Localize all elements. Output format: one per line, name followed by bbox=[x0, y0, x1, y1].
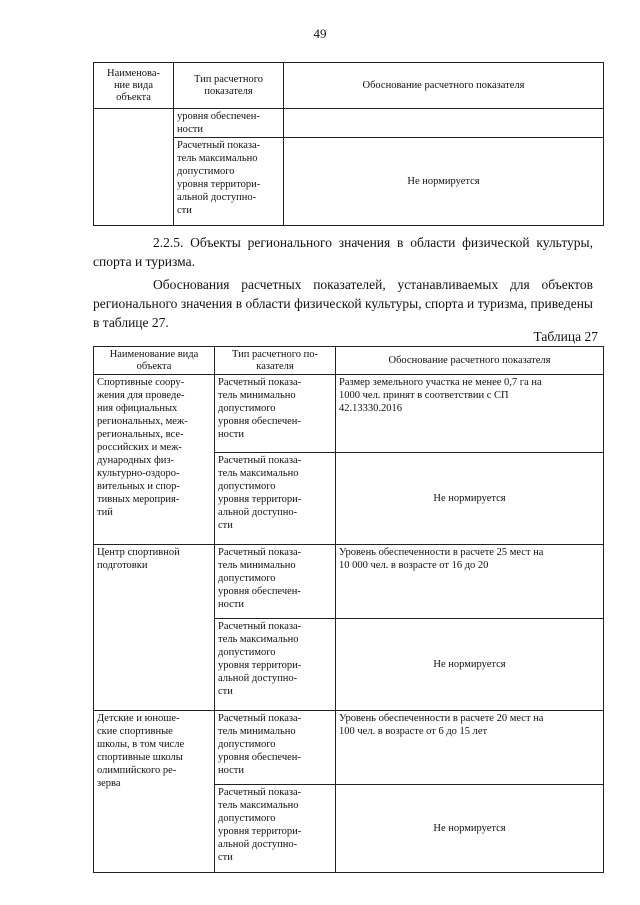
indicator-basis-cell: Не нормируется bbox=[336, 785, 604, 873]
header-indicator-type: Тип расчетного показателя bbox=[174, 63, 284, 109]
page-number: 49 bbox=[313, 26, 327, 41]
indicator-type-cell: уровня обеспечен- ности bbox=[174, 109, 284, 138]
indicator-type-cell: Расчетный показа- тель максимально допустимого уровня территори- альной доступно- сти bbox=[215, 785, 336, 873]
section-heading: 2.2.5. Объекты регионального значения в области физической культуры, спорта и туризма. bbox=[93, 235, 593, 269]
indicator-basis-cell: Не нормируется bbox=[284, 138, 604, 226]
indicator-basis-cell: Не нормируется bbox=[336, 453, 604, 545]
indicator-basis-cell: Уровень обеспеченности в расчете 20 мест на 100 чел. в возрасте от 6 до 15 лет bbox=[336, 711, 604, 785]
header-indicator-type: Тип расчетного по- казателя bbox=[215, 347, 336, 375]
indicator-type-cell: Расчетный показа- тель минимально допустимого уровня обеспечен- ности bbox=[215, 711, 336, 785]
header-indicator-basis: Обоснование расчетного показателя bbox=[336, 347, 604, 375]
indicator-type-cell: Расчетный показа- тель максимально допустимого уровня территори- альной доступно- сти bbox=[215, 619, 336, 711]
object-name-cell: Спортивные соору- жения для проведе- ния официальных региональных, меж- региональных, все- российских и меж- дународных физ- культурно-оздоро- вительных и спор- тивных мероприя- тий bbox=[94, 375, 215, 545]
indicator-basis-cell: Размер земельного участка не менее 0,7 га на 1000 чел. принят в соответствии с СП 42.13330.2016 bbox=[336, 375, 604, 453]
continued-table bbox=[93, 62, 604, 226]
indicator-basis-cell: Уровень обеспеченности в расчете 25 мест на 10 000 чел. в возрасте от 16 до 20 bbox=[336, 545, 604, 619]
table-27 bbox=[93, 346, 604, 873]
object-name-cell: Детские и юноше- ские спортивные школы, в том числе спортивные школы олимпийского ре- зерва bbox=[94, 711, 215, 873]
indicator-type-cell: Расчетный показа- тель максимально допустимого уровня территори- альной доступно- сти bbox=[215, 453, 336, 545]
object-name-cell-empty bbox=[94, 109, 174, 226]
intro-paragraph: Обоснования расчетных показателей, устанавливаемых для объектов регионального значения в области физической культуры, спорта и туризма, приведены в таблице 27. bbox=[93, 277, 593, 330]
header-object-name: Наименова- ние вида объекта bbox=[94, 63, 174, 109]
header-indicator-basis: Обоснование расчетного показателя bbox=[284, 63, 604, 109]
indicator-basis-cell: Не нормируется bbox=[336, 619, 604, 711]
object-name-cell: Центр спортивной подготовки bbox=[94, 545, 215, 711]
table-caption: Таблица 27 bbox=[533, 329, 598, 344]
indicator-basis-cell bbox=[284, 109, 604, 138]
indicator-type-cell: Расчетный показа- тель минимально допустимого уровня обеспечен- ности bbox=[215, 375, 336, 453]
header-object-name: Наименование вида объекта bbox=[94, 347, 215, 375]
indicator-type-cell: Расчетный показа- тель максимально допустимого уровня территори- альной доступно- сти bbox=[174, 138, 284, 226]
indicator-type-cell: Расчетный показа- тель минимально допустимого уровня обеспечен- ности bbox=[215, 545, 336, 619]
